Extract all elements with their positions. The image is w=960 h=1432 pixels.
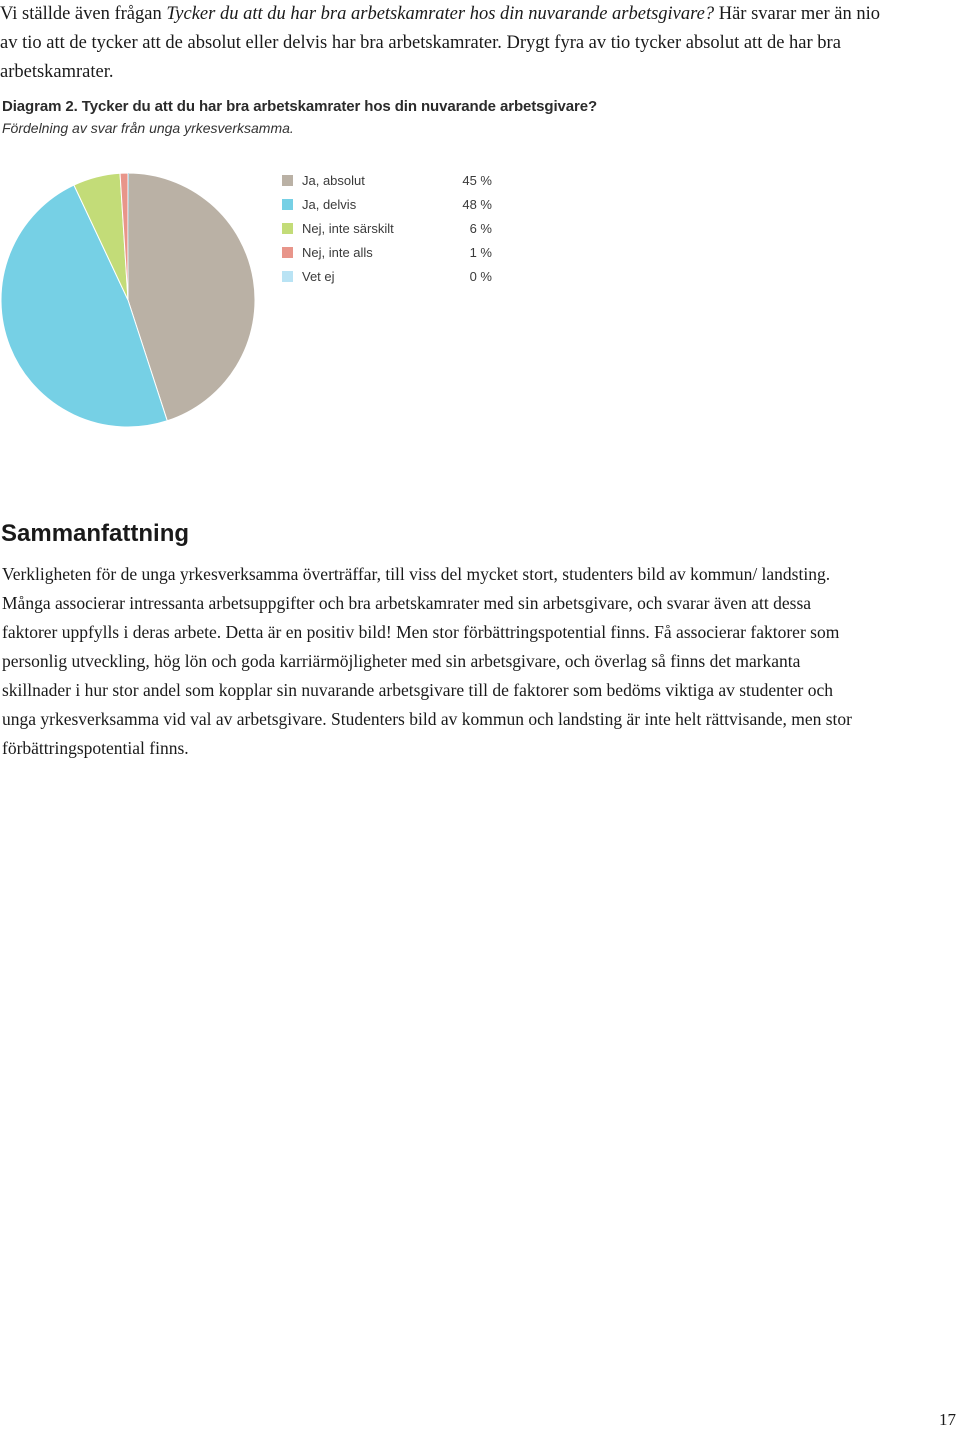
intro-text-start: Vi ställde även frågan	[0, 4, 167, 24]
page-number: 17	[939, 1410, 956, 1429]
diagram-subtitle: Fördelning av svar från unga yrkesverksamma.	[2, 120, 294, 136]
intro-paragraph	[0, 0, 900, 87]
legend-swatch	[282, 271, 293, 282]
legend-item	[282, 192, 492, 216]
legend-value: 45 %	[462, 172, 492, 188]
summary-paragraph: Verkligheten för de unga yrkesverksamma överträffar, till viss del mycket stort, studenters bild av kommun/ landsting. Många associerar intressanta arbetsuppgifter och bra arbetskamrater med sin arbetsgivare, och svarar även att dessa faktorer uppfylls i deras arbete. Detta är en positiv bild! Men stor förbättringspotential finns. Få associerar faktorer som personlig utveckling, hög lön och goda karriärmöjligheter med sin arbetsgivare, och överlag så finns det markanta skillnader i hur stor andel som kopplar sin nuvarande arbetsgivare till de faktorer som bedöms viktiga av studenter och unga yrkesverksamma vid val av arbetsgivare. Studenters bild av kommun och landsting är inte helt rättvisande, men stor förbättringspotential finns.	[2, 564, 852, 758]
legend-label: Ja, absolut	[302, 172, 365, 188]
legend-item	[282, 216, 492, 240]
pie-chart	[0, 172, 258, 430]
legend-label: Nej, inte särskilt	[302, 220, 394, 236]
legend-swatch	[282, 175, 293, 186]
legend-label: Vet ej	[302, 268, 335, 284]
legend-swatch	[282, 223, 293, 234]
legend-item	[282, 168, 492, 192]
chart-legend	[282, 168, 492, 288]
section-heading: Sammanfattning	[1, 520, 190, 547]
legend-label: Ja, delvis	[302, 196, 357, 212]
legend-label: Nej, inte alls	[302, 244, 373, 260]
legend-swatch	[282, 199, 293, 210]
diagram-title: Diagram 2. Tycker du att du har bra arbetskamrater hos din nuvarande arbetsgivare?	[2, 98, 598, 115]
intro-text-end: Här svarar mer än nio av tio att de tycker att de absolut eller delvis har bra arbetskamrater. Drygt fyra av tio tycker absolut att de har bra arbetskamrater.	[0, 4, 881, 82]
legend-value: 48 %	[462, 196, 492, 212]
intro-question: Tycker du att du har bra arbetskamrater hos din nuvarande arbetsgivare?	[166, 4, 715, 24]
legend-value: 1 %	[469, 244, 492, 260]
legend-value: 6 %	[469, 220, 492, 236]
legend-item	[282, 240, 492, 264]
legend-value: 0 %	[469, 268, 492, 284]
legend-swatch	[282, 247, 293, 258]
legend-item	[282, 264, 492, 288]
